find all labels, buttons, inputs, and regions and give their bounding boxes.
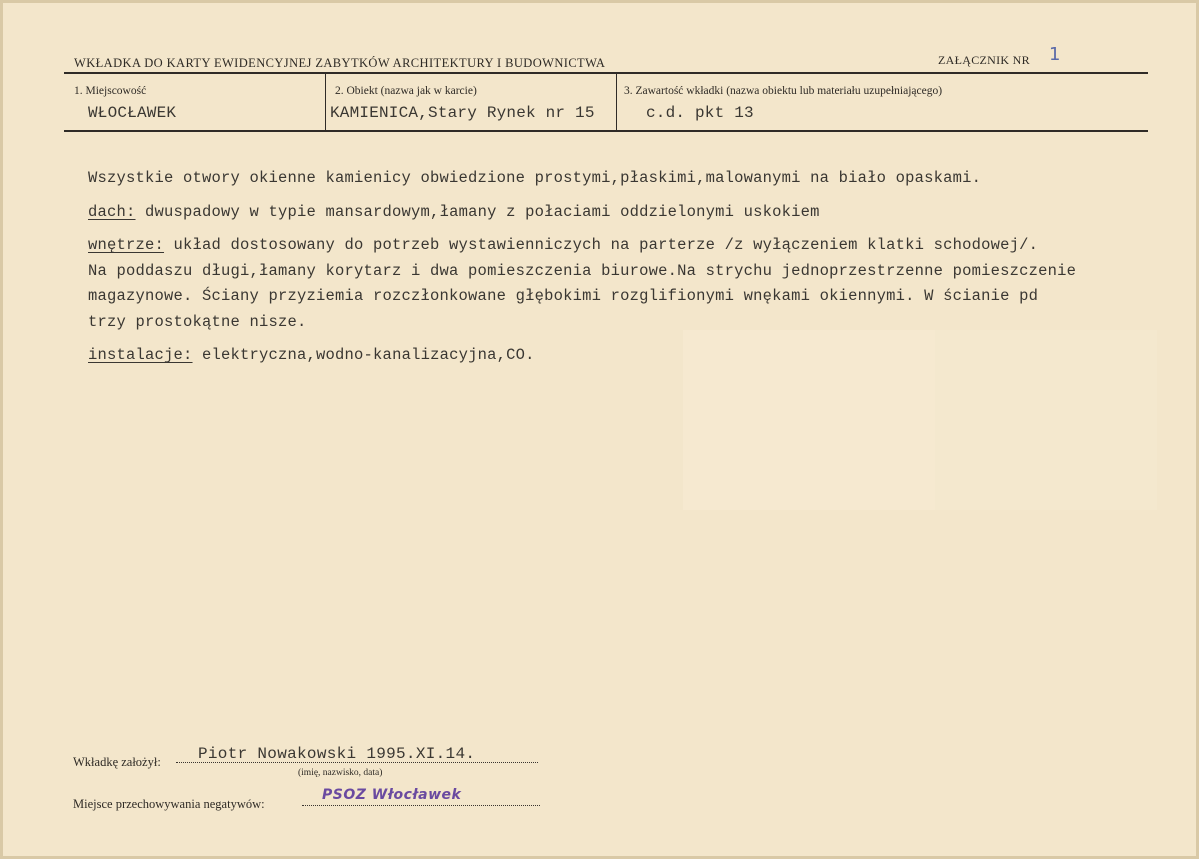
- author-label: Wkładkę założył:: [73, 755, 161, 769]
- field-label-contents: 3. Zawartość wkładki (nazwa obiektu lub materiału uzupełniającego): [624, 85, 943, 97]
- header-rule: [64, 72, 1148, 74]
- field-value-locality: WŁOCŁAWEK: [88, 104, 177, 122]
- fields-rule: [64, 130, 1148, 132]
- negatives-label: Miejsce przechowywania negatywów:: [73, 797, 265, 811]
- interior-line: magazynowe. Ściany przyziemia rozczłonkowane głębokimi rozglifionymi wnękami okiennymi. W ścianie pd: [88, 287, 1039, 305]
- paragraph-interior: [88, 233, 1158, 335]
- field-label-locality: 1. Miejscowość: [74, 85, 147, 97]
- field-label-object: 2. Obiekt (nazwa jak w karcie): [335, 85, 477, 97]
- installations-key: instalacje:: [88, 346, 193, 364]
- interior-key: wnętrze:: [88, 236, 165, 254]
- installations-text: elektryczna,wodno-kanalizacyjna,CO.: [192, 346, 535, 364]
- interior-line: Na poddaszu długi,łamany korytarz i dwa pomieszczenia biurowe.Na strychu jednoprzestrzenne pomieszczenie: [88, 261, 1077, 280]
- field-divider: [325, 74, 326, 130]
- author-value: Piotr Nowakowski 1995.XI.14.: [198, 745, 476, 763]
- negatives-dotline: [302, 805, 540, 806]
- field-divider: [616, 74, 617, 130]
- interior-line: trzy prostokątne nisze.: [88, 312, 307, 331]
- annex-number: 1: [1049, 44, 1061, 65]
- form-title: WKŁADKA DO KARTY EWIDENCYJNEJ ZABYTKÓW ARCHITEKTURY I BUDOWNICTWA: [74, 56, 606, 70]
- negatives-value: PSOZ Włocławek: [322, 787, 462, 803]
- paragraph-windows: Wszystkie otwory okienne kamienicy obwiedzione prostymi,płaskimi,malowanymi na biało opaskami.: [88, 169, 982, 187]
- interior-line: układ dostosowany do potrzeb wystawienniczych na parterze /z wyłączeniem klatki schodowej/.: [164, 236, 1039, 254]
- field-value-object: KAMIENICA,Stary Rynek nr 15: [330, 104, 595, 122]
- paragraph-roof: [88, 200, 1158, 226]
- annex-label: ZAŁĄCZNIK NR: [938, 53, 1030, 67]
- roof-text: dwuspadowy w typie mansardowym,łamany z połaciami oddzielonymi uskokiem: [135, 202, 820, 221]
- roof-key: dach:: [88, 202, 136, 221]
- description-body: [88, 166, 1158, 377]
- field-value-contents: c.d. pkt 13: [646, 104, 754, 122]
- author-caption: (imię, nazwisko, data): [298, 768, 383, 778]
- paragraph-installations: [88, 343, 1158, 369]
